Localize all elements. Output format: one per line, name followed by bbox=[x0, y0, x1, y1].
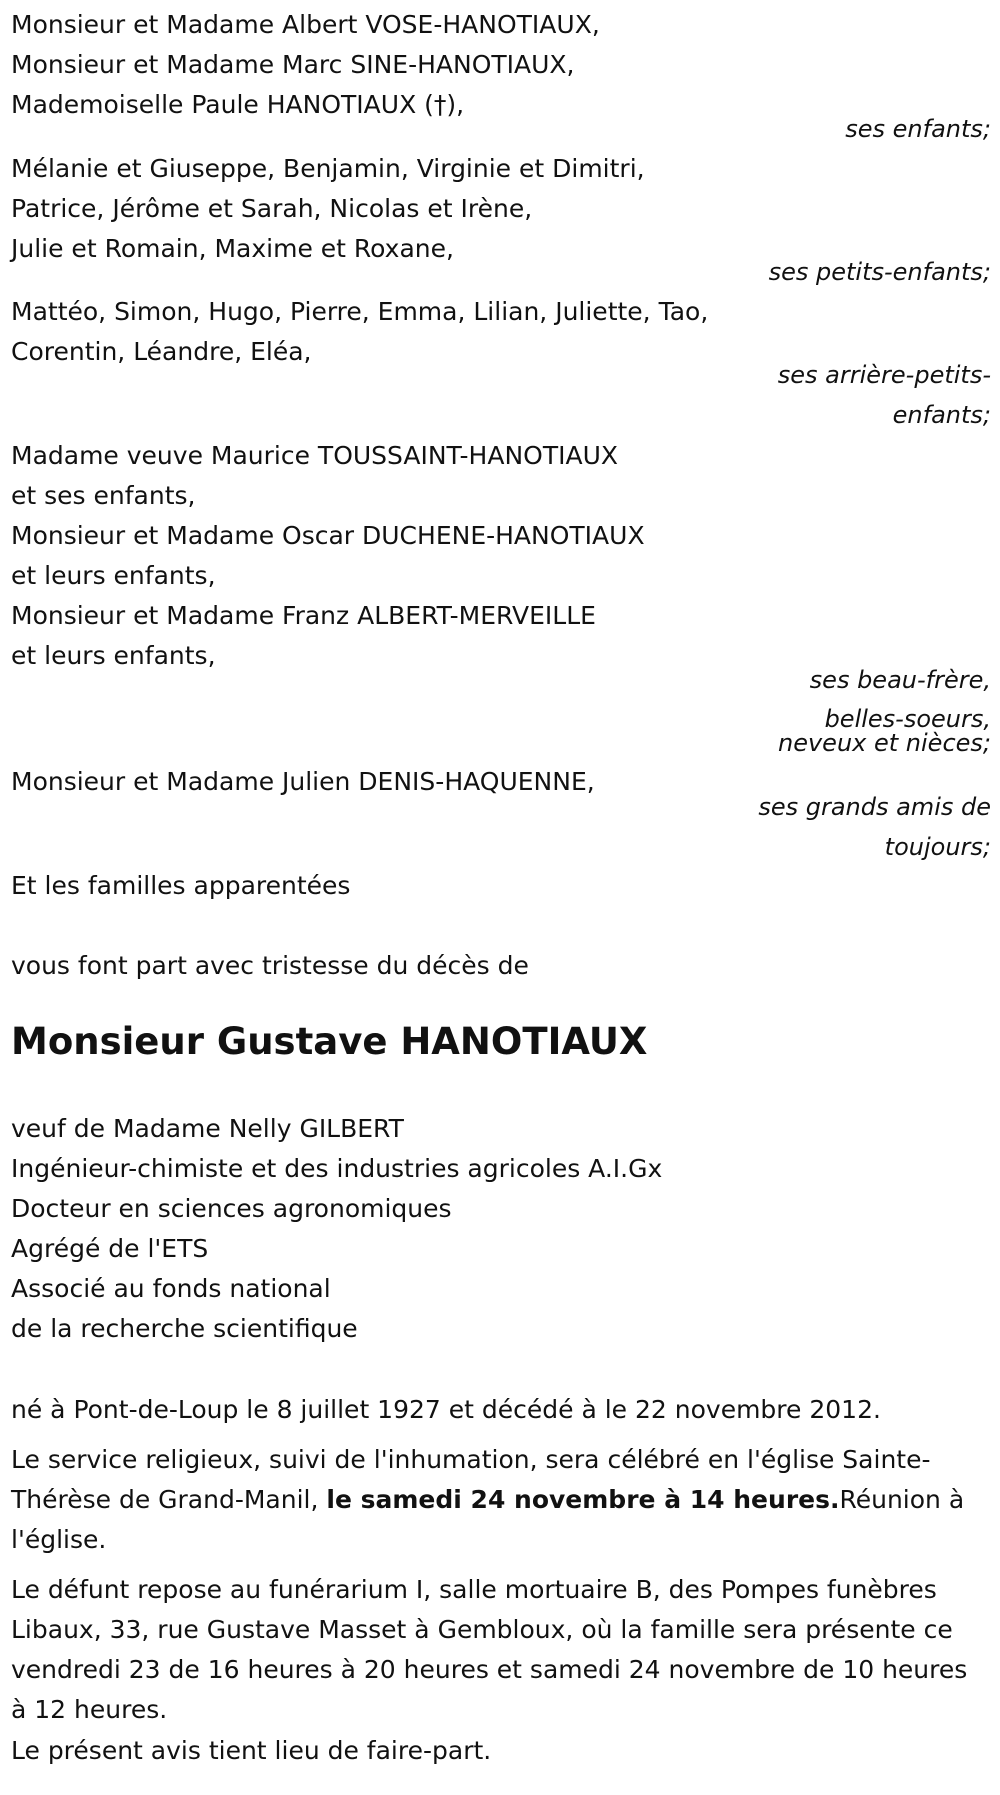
great-grandchildren-line: Mattéo, Simon, Hugo, Pierre, Emma, Lilian, Juliette, Tao, bbox=[11, 297, 709, 326]
children-line: Monsieur et Madame Marc SINE-HANOTIAUX, bbox=[11, 50, 575, 79]
in-laws-line: et leurs enfants, bbox=[11, 561, 216, 590]
children-line: Mademoiselle Paule HANOTIAUX (†), bbox=[11, 90, 465, 119]
service-date-time: le samedi 24 novembre à 14 heures. bbox=[326, 1485, 840, 1514]
titles-section bbox=[11, 1109, 991, 1349]
title-line: Associé au fonds national bbox=[11, 1274, 331, 1303]
visitation-paragraph: Le défunt repose au funérarium I, salle mortuaire B, des Pompes funèbres Libaux, 33, rue Gustave Masset à Gembloux, où la famille sera présente ce vendredi 23 de 16 heures à 20 heures et samedi 24 novembre de 10 heures à 12 heures. bbox=[11, 1575, 968, 1724]
service-text: Le service religieux, suivi de l'inhumation, sera célébré en l'église Sainte-Thérèse de Grand-Manil, bbox=[11, 1445, 931, 1514]
title-line: Agrégé de l'ETS bbox=[11, 1234, 209, 1263]
grandchildren-role: ses petits-enfants; bbox=[768, 258, 991, 286]
great-grandchildren-line: Corentin, Léandre, Eléa, bbox=[11, 337, 312, 366]
service-paragraph bbox=[11, 1440, 986, 1560]
grandchildren-line: Julie et Romain, Maxime et Roxane, bbox=[11, 234, 454, 263]
families-line: Et les familles apparentées bbox=[11, 871, 351, 900]
grandchildren-line: Mélanie et Giuseppe, Benjamin, Virginie et Dimitri, bbox=[11, 154, 645, 183]
friends-role-line-1: ses grands amis de bbox=[758, 793, 991, 821]
announcement-section bbox=[11, 946, 991, 986]
service-meeting-text: Réunion à l'église. bbox=[11, 1485, 965, 1554]
in-laws-role-line-2: belles-soeurs, bbox=[824, 705, 991, 733]
children-role: ses enfants; bbox=[845, 115, 991, 143]
closing-text: Le présent avis tient lieu de faire-part. bbox=[11, 1736, 492, 1765]
in-laws-section bbox=[11, 436, 991, 676]
in-laws-line: Madame veuve Maurice TOUSSAINT-HANOTIAUX bbox=[11, 441, 619, 470]
children-section bbox=[11, 5, 991, 125]
title-line: Docteur en sciences agronomiques bbox=[11, 1194, 452, 1223]
families-section bbox=[11, 866, 991, 906]
deceased-name: Monsieur Gustave HANOTIAUX bbox=[11, 1020, 648, 1063]
great-grandchildren-role-line-2: enfants; bbox=[892, 401, 991, 429]
announcement-line: vous font part avec tristesse du décès de bbox=[11, 951, 529, 980]
title-line: veuf de Madame Nelly GILBERT bbox=[11, 1114, 404, 1143]
birth-death-text: né à Pont-de-Loup le 8 juillet 1927 et décédé à le 22 novembre 2012. bbox=[11, 1395, 881, 1424]
obituary-notice bbox=[11, 0, 991, 1795]
in-laws-line: et leurs enfants, bbox=[11, 641, 216, 670]
title-line: Ingénieur-chimiste et des industries agricoles A.I.Gx bbox=[11, 1154, 663, 1183]
great-grandchildren-role-line-1: ses arrière-petits- bbox=[777, 361, 991, 389]
in-laws-role-line-1: ses beau-frère, bbox=[809, 666, 991, 694]
friends-role-line-2: toujours; bbox=[884, 833, 991, 861]
in-laws-line: et ses enfants, bbox=[11, 481, 196, 510]
grandchildren-section bbox=[11, 149, 991, 269]
grandchildren-line: Patrice, Jérôme et Sarah, Nicolas et Irène, bbox=[11, 194, 533, 223]
title-line: de la recherche scientifique bbox=[11, 1314, 358, 1343]
in-laws-line: Monsieur et Madame Oscar DUCHENE-HANOTIAUX bbox=[11, 521, 645, 550]
friends-line: Monsieur et Madame Julien DENIS-HAQUENNE, bbox=[11, 767, 595, 796]
in-laws-role-line-3: neveux et nièces; bbox=[778, 729, 991, 757]
children-line: Monsieur et Madame Albert VOSE-HANOTIAUX, bbox=[11, 10, 600, 39]
in-laws-line: Monsieur et Madame Franz ALBERT-MERVEILLE bbox=[11, 601, 596, 630]
